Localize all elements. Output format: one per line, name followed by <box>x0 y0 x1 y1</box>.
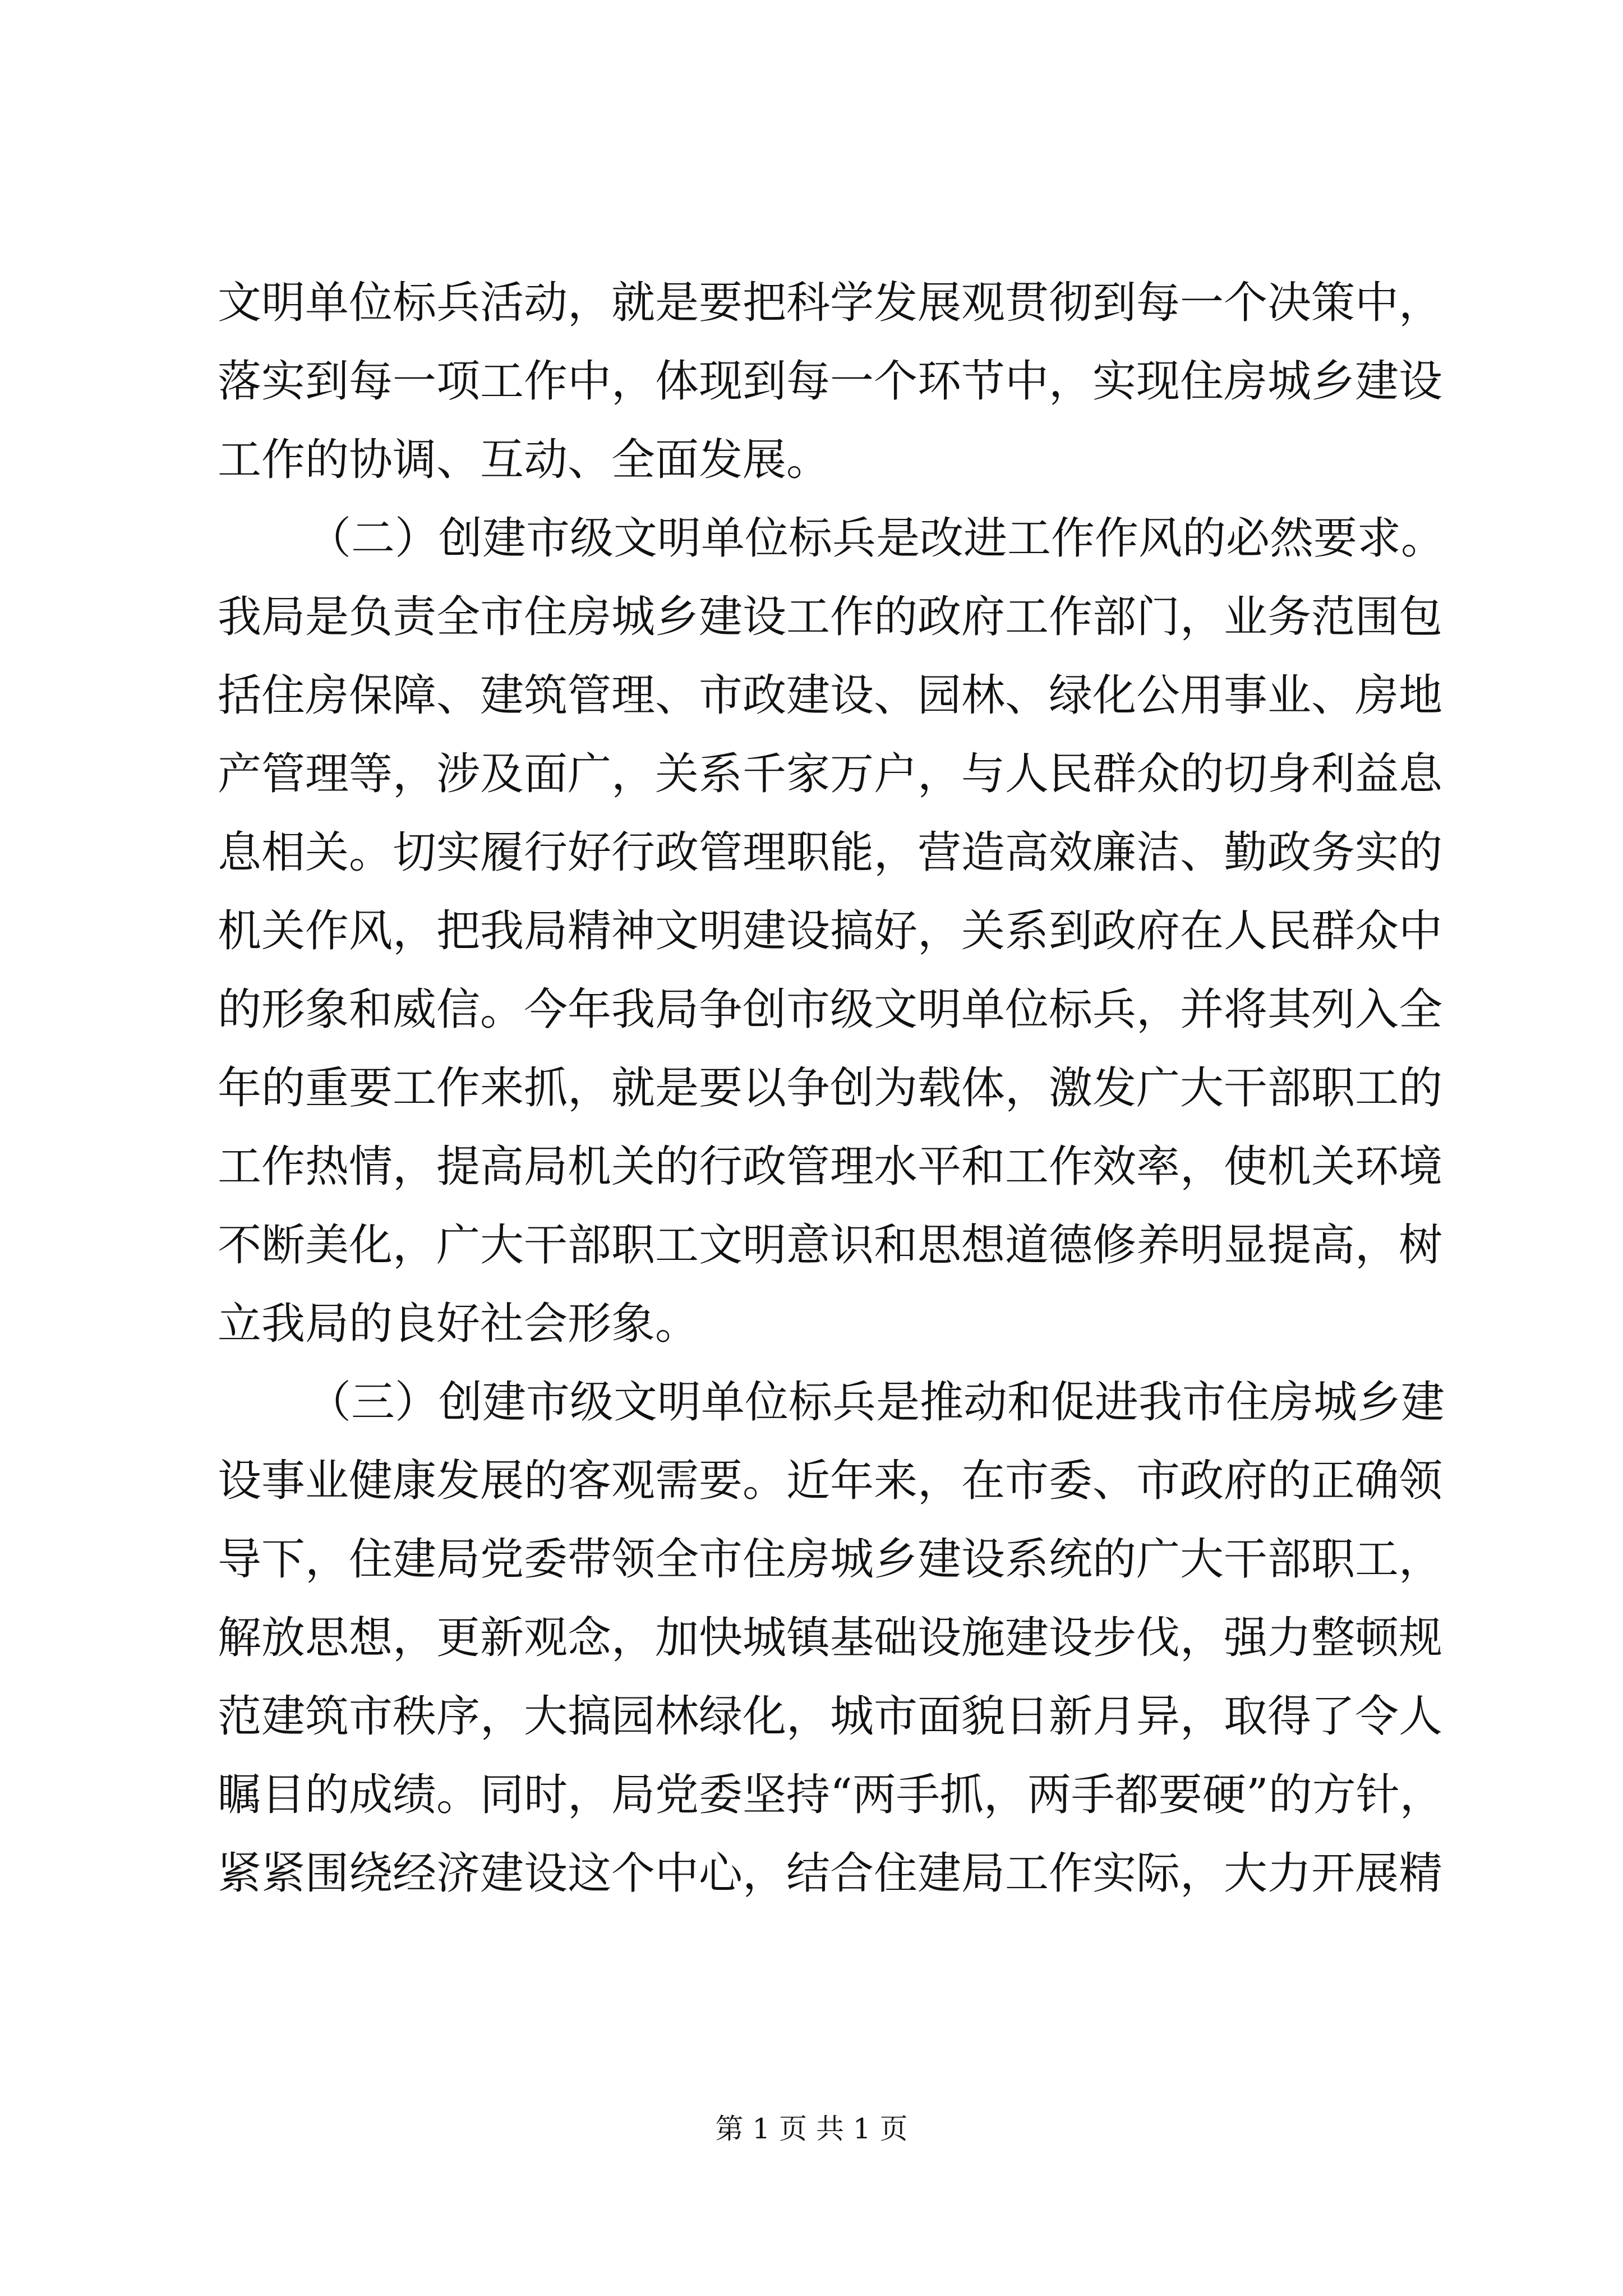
text-line: 的形象和威信。今年我局争创市级文明单位标兵，并将其列入全 <box>218 984 1443 1035</box>
text-line: 立我局的良好社会形象。 <box>218 1299 699 1349</box>
text-line: 瞩目的成绩。同时，局党委坚持“两手抓，两手都要硬”的方针， <box>218 1770 1444 1820</box>
text-line: 机关作风，把我局精神文明建设搞好，关系到政府在人民群众中 <box>218 906 1443 956</box>
text-line: 文明单位标兵活动，就是要把科学发展观贯彻到每一个决策中， <box>218 278 1443 328</box>
text-line: 设事业健康发展的客观需要。近年来，在市委、市政府的正确领 <box>218 1456 1443 1506</box>
text-line: 紧紧围绕经济建设这个中心，结合住建局工作实际，大力开展精 <box>218 1848 1443 1899</box>
text-line: 范建筑市秩序，大搞园林绿化，城市面貌日新月异，取得了令人 <box>218 1691 1443 1742</box>
text-line: 息相关。切实履行好行政管理职能，营造高效廉洁、勤政务实的 <box>218 827 1443 878</box>
paragraph-heading-line: （三）创建市级文明单位标兵是推动和促进我市住房城乡建 <box>307 1377 1445 1428</box>
text-line: 解放思想，更新观念，加快城镇基础设施建设步伐，强力整顿规 <box>218 1613 1443 1663</box>
text-line: 我局是负责全市住房城乡建设工作的政府工作部门，业务范围包 <box>218 592 1443 642</box>
page-number-label: 第 1 页 共 1 页 <box>715 2113 908 2145</box>
paragraph-heading-line: （二）创建市级文明单位标兵是改进工作作风的必然要求。 <box>307 513 1445 564</box>
text-line: 年的重要工作来抓，就是要以争创为载体，激发广大干部职工的 <box>218 1063 1443 1114</box>
page-footer <box>0 2109 1623 2148</box>
text-line: 不断美化，广大干部职工文明意识和思想道德修养明显提高，树 <box>218 1220 1443 1271</box>
text-line: 工作热情，提高局机关的行政管理水平和工作效率，使机关环境 <box>218 1142 1443 1192</box>
text-line: 落实到每一项工作中，体现到每一个环节中，实现住房城乡建设 <box>218 356 1443 407</box>
text-line: 括住房保障、建筑管理、市政建设、园林、绿化公用事业、房地 <box>218 670 1443 721</box>
text-line: 工作的协调、互动、全面发展。 <box>218 435 831 485</box>
text-line: 产管理等，涉及面广，关系千家万户，与人民群众的切身利益息 <box>218 749 1443 799</box>
document-body <box>218 264 1445 1913</box>
text-line: 导下，住建局党委带领全市住房城乡建设系统的广大干部职工， <box>218 1534 1443 1585</box>
